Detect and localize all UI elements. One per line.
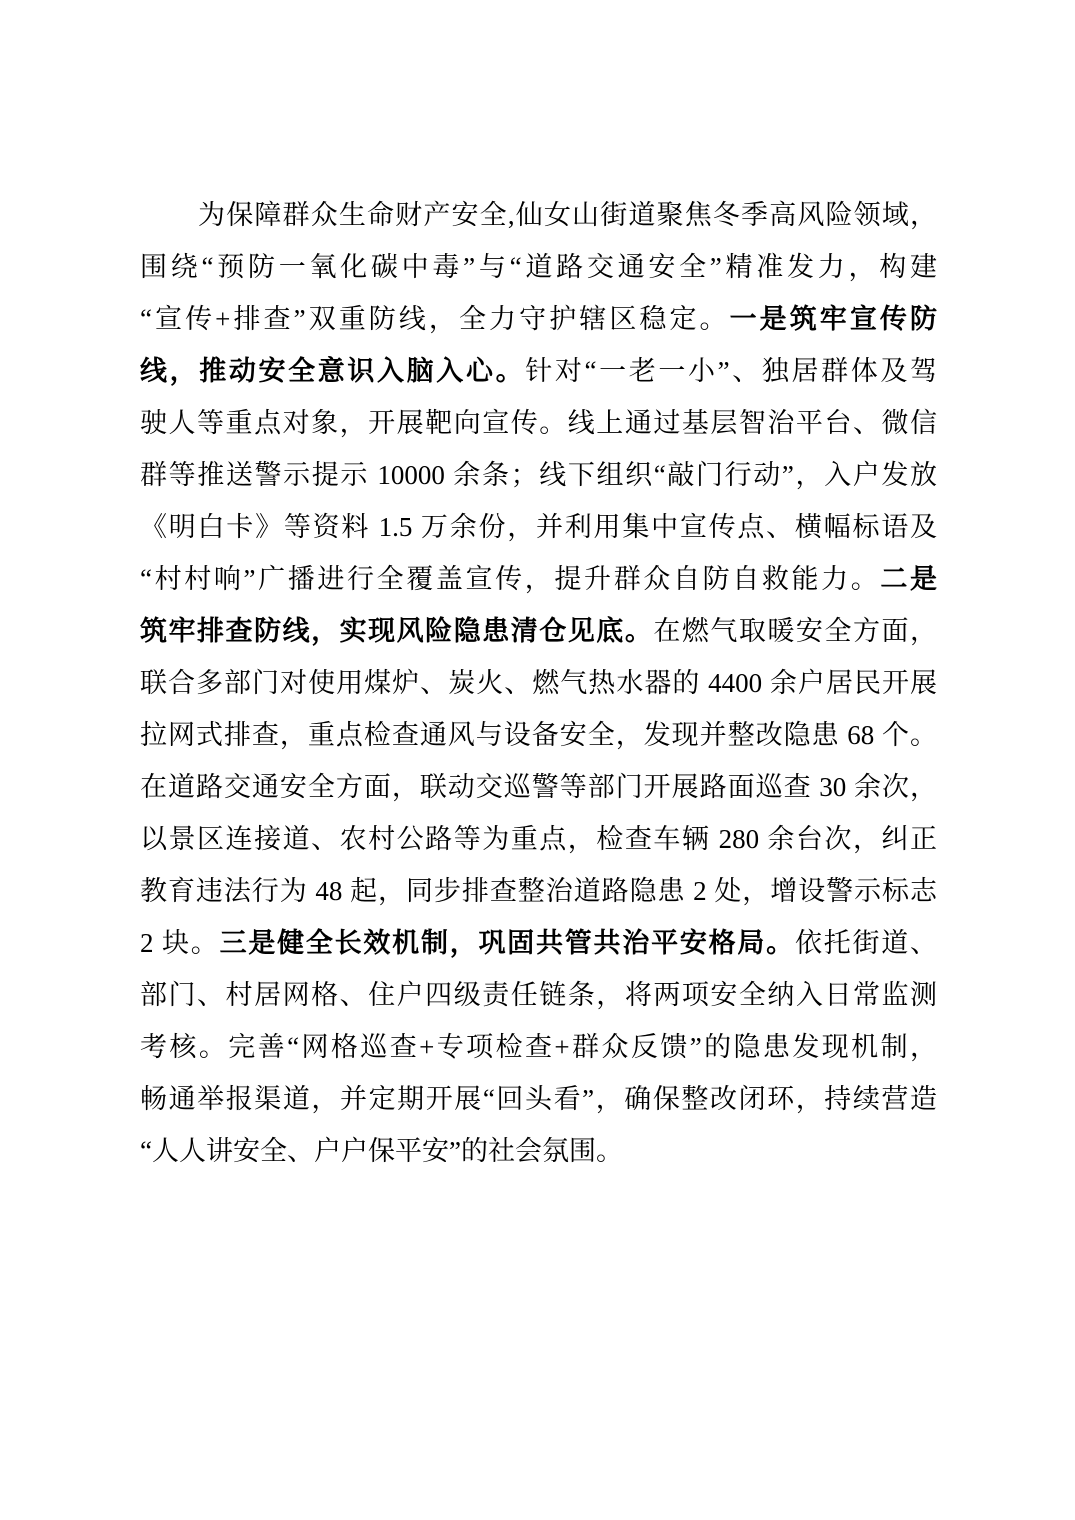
text-run: 群等推送警示提示 10000 余条；线下组织“敲门行动”，入户发放 (140, 460, 937, 490)
text-run-bold: 三是健全长效机制，巩固共管共治平安格局。 (219, 928, 795, 958)
text-run-bold: 筑牢排查防线，实现风险隐患清仓见底。 (140, 616, 654, 646)
text-line (140, 1073, 937, 1125)
text-line (140, 293, 937, 345)
text-run-bold: 线，推动安全意识入脑入心。 (140, 356, 526, 386)
text-run-bold: 二是 (880, 564, 938, 594)
text-line (140, 813, 937, 865)
text-run: 联合多部门对使用煤炉、炭火、燃气热水器的 4400 余户居民开展 (140, 668, 937, 698)
text-run: “宣传+排查”双重防线，全力守护辖区稳定。 (140, 304, 730, 334)
text-run: 在燃气取暖安全方面， (653, 616, 938, 646)
document-body (140, 189, 937, 1177)
text-run: 围绕“预防一氧化碳中毒”与“道路交通安全”精准发力，构建 (140, 252, 937, 282)
text-line (140, 449, 937, 501)
text-run: 为保障群众生命财产安全,仙女山街道聚焦冬季高风险领域， (198, 200, 937, 230)
text-line (140, 241, 937, 293)
text-run: 拉网式排查，重点检查通风与设备安全，发现并整改隐患 68 个。 (140, 720, 937, 750)
text-line (140, 709, 937, 761)
text-run: 《明白卡》等资料 1.5 万余份，并利用集中宣传点、横幅标语及 (140, 512, 937, 542)
text-line (140, 657, 937, 709)
text-run: 部门、村居网格、住户四级责任链条，将两项安全纳入日常监测 (140, 980, 937, 1010)
text-line (140, 761, 937, 813)
text-line (140, 1021, 937, 1073)
text-run: “人人讲安全、户户保平安”的社会氛围。 (140, 1136, 623, 1166)
text-run: 畅通举报渠道，并定期开展“回头看”，确保整改闭环，持续营造 (140, 1084, 937, 1114)
text-line (140, 189, 937, 241)
text-line (140, 553, 937, 605)
text-line (140, 917, 937, 969)
text-line (140, 1125, 937, 1177)
text-run: 在道路交通安全方面，联动交巡警等部门开展路面巡查 30 余次， (140, 772, 937, 802)
text-run: “村村响”广播进行全覆盖宣传，提升群众自防自救能力。 (140, 564, 881, 594)
text-run: 针对“一老一小”、独居群体及驾 (525, 356, 938, 386)
text-run: 驶人等重点对象，开展靶向宣传。线上通过基层智治平台、微信 (140, 408, 937, 438)
text-run: 2 块。 (140, 928, 220, 958)
text-run: 教育违法行为 48 起，同步排查整治道路隐患 2 处，增设警示标志 (140, 876, 937, 906)
text-run: 考核。完善“网格巡查+专项检查+群众反馈”的隐患发现机制， (140, 1032, 937, 1062)
text-line (140, 865, 937, 917)
text-line (140, 501, 937, 553)
text-line (140, 345, 937, 397)
text-run-bold: 一是筑牢宣传防 (729, 304, 937, 334)
text-line (140, 969, 937, 1021)
text-run: 依托街道、 (794, 928, 938, 958)
text-run: 以景区连接道、农村公路等为重点，检查车辆 280 余台次，纠正 (140, 824, 937, 854)
text-line (140, 397, 937, 449)
text-line (140, 605, 937, 657)
